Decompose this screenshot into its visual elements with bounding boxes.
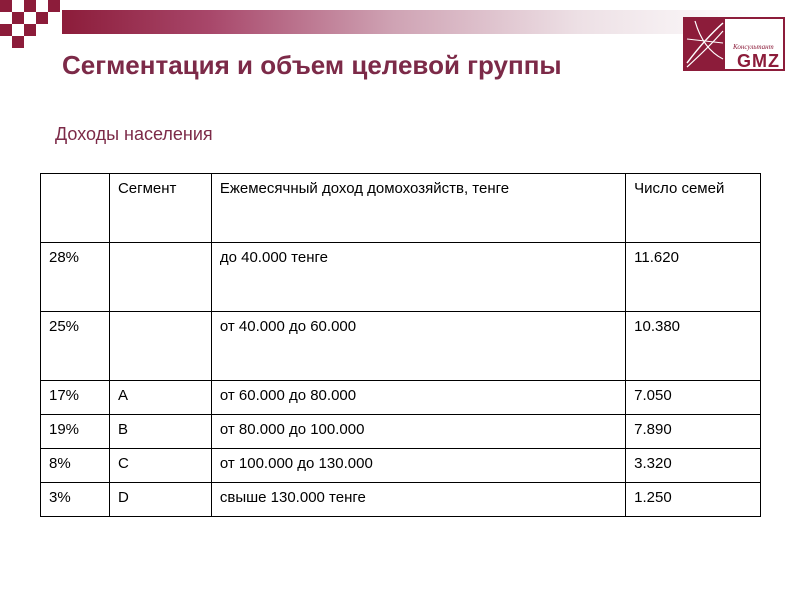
cell-segment: B — [109, 415, 211, 449]
page-subtitle: Доходы населения — [55, 124, 213, 144]
table-header-row — [41, 174, 761, 243]
logo-main-text: GMZ — [737, 51, 780, 71]
cell-income: свыше 130.000 тенге — [211, 483, 625, 517]
table-row — [41, 243, 761, 312]
cell-share: 28% — [41, 243, 110, 312]
header-income: Ежемесячный доход домохозяйств, тенге — [211, 174, 625, 243]
cell-families: 11.620 — [626, 243, 761, 312]
segments-table — [40, 173, 761, 517]
cell-share: 19% — [41, 415, 110, 449]
logo-emblem — [685, 19, 725, 69]
decor-square — [24, 0, 36, 12]
cell-income: от 40.000 до 60.000 — [211, 312, 625, 381]
company-logo — [683, 17, 785, 71]
cell-segment — [109, 243, 211, 312]
table-row — [41, 312, 761, 381]
cell-segment: C — [109, 449, 211, 483]
logo-small-text: Консультант — [733, 43, 774, 51]
table-row — [41, 483, 761, 517]
cell-families: 7.050 — [626, 381, 761, 415]
header-segment: Сегмент — [109, 174, 211, 243]
cell-families: 3.320 — [626, 449, 761, 483]
cell-segment: A — [109, 381, 211, 415]
header-families: Число семей — [626, 174, 761, 243]
decor-square — [24, 24, 36, 36]
cell-income: от 60.000 до 80.000 — [211, 381, 625, 415]
cell-segment — [109, 312, 211, 381]
decor-square — [48, 0, 60, 12]
decor-square — [12, 12, 24, 24]
cell-share: 25% — [41, 312, 110, 381]
cell-families: 7.890 — [626, 415, 761, 449]
cell-share: 8% — [41, 449, 110, 483]
decor-square — [12, 36, 24, 48]
decor-square — [36, 12, 48, 24]
cell-income: от 100.000 до 130.000 — [211, 449, 625, 483]
cell-families: 1.250 — [626, 483, 761, 517]
cell-share: 3% — [41, 483, 110, 517]
decor-square — [0, 24, 12, 36]
cell-income: от 80.000 до 100.000 — [211, 415, 625, 449]
decor-square — [0, 0, 12, 12]
cell-segment: D — [109, 483, 211, 517]
page-title: Сегментация и объем целевой группы — [62, 50, 562, 80]
cell-families: 10.380 — [626, 312, 761, 381]
table-row — [41, 415, 761, 449]
header-share — [41, 174, 110, 243]
cell-share: 17% — [41, 381, 110, 415]
table-row — [41, 449, 761, 483]
cell-income: до 40.000 тенге — [211, 243, 625, 312]
table-row — [41, 381, 761, 415]
